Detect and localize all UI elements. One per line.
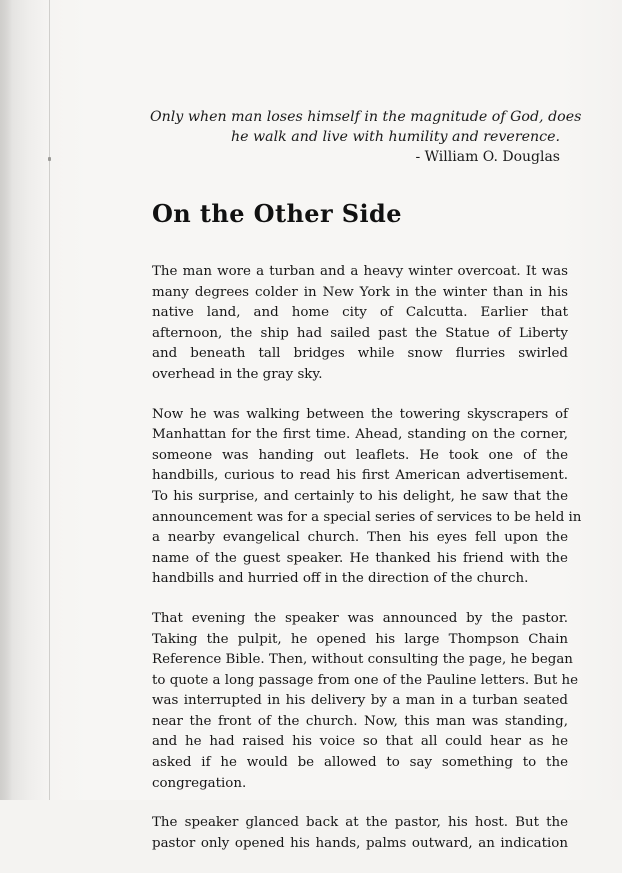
text-line: handbills, curious to read his first American advertisement.	[152, 468, 568, 484]
gutter-shadow	[0, 0, 12, 800]
text-line: many degrees colder in New York in the winter than in his	[152, 284, 568, 300]
text-line: The speaker glanced back at the pastor, his host. But the	[152, 815, 568, 831]
body-text	[152, 262, 582, 873]
text-line: near the front of the church. Now, this man was standing,	[152, 713, 568, 729]
chapter-title: On the Other Side	[152, 199, 402, 228]
text-line: native land, and home city of Calcutta. Earlier that	[152, 305, 568, 321]
text-line: and he had raised his voice so that all could hear as he	[152, 734, 568, 750]
margin-mark	[48, 157, 51, 161]
text-line: announcement was for a special series of services to be held in	[152, 509, 582, 525]
paragraph	[152, 405, 582, 590]
epigraph-line: Only when man loses himself in the magnitude of God, does	[150, 109, 582, 125]
text-line: to quote a long passage from one of the Pauline letters. But he	[152, 672, 579, 688]
paragraph	[152, 813, 568, 854]
epigraph-attribution: - William O. Douglas	[415, 149, 560, 165]
paragraph	[152, 609, 579, 794]
epigraph	[150, 107, 582, 167]
text-line: Manhattan for the first time. Ahead, standing on the corner,	[152, 427, 568, 443]
text-line: was interrupted in his delivery by a man in a turban seated	[152, 693, 568, 709]
text-line: Taking the pulpit, he opened his large Thompson Chain	[152, 631, 568, 647]
text-line: pastor only opened his hands, palms outward, an indication	[152, 835, 568, 851]
text-line: name of the guest speaker. He thanked his friend with the	[152, 550, 568, 566]
paragraph	[152, 262, 568, 386]
text-line: a nearby evangelical church. Then his eyes fell upon the	[152, 530, 568, 546]
text-line: Reference Bible. Then, without consulting the page, he began	[152, 652, 573, 668]
text-line: That evening the speaker was announced by the pastor.	[152, 610, 568, 626]
text-line: congregation.	[152, 775, 247, 791]
gutter-line	[49, 0, 50, 800]
text-line: handbills and hurried off in the direction of the church.	[152, 571, 529, 587]
text-line: The man wore a turban and a heavy winter overcoat. It was	[152, 264, 568, 279]
text-line: Now he was walking between the towering skyscrapers of	[152, 406, 568, 422]
text-line: and beneath tall bridges while snow flurries swirled	[152, 346, 568, 362]
text-line: someone was handing out leaflets. He took one of the	[152, 447, 568, 463]
text-line: overhead in the gray sky.	[152, 366, 323, 382]
epigraph-line: he walk and live with humility and reverence.	[230, 129, 560, 145]
text-line: afternoon, the ship had sailed past the Statue of Liberty	[152, 325, 568, 341]
text-line: asked if he would be allowed to say something to the	[152, 755, 568, 771]
text-line: To his surprise, and certainly to his delight, he saw that the	[152, 488, 568, 504]
